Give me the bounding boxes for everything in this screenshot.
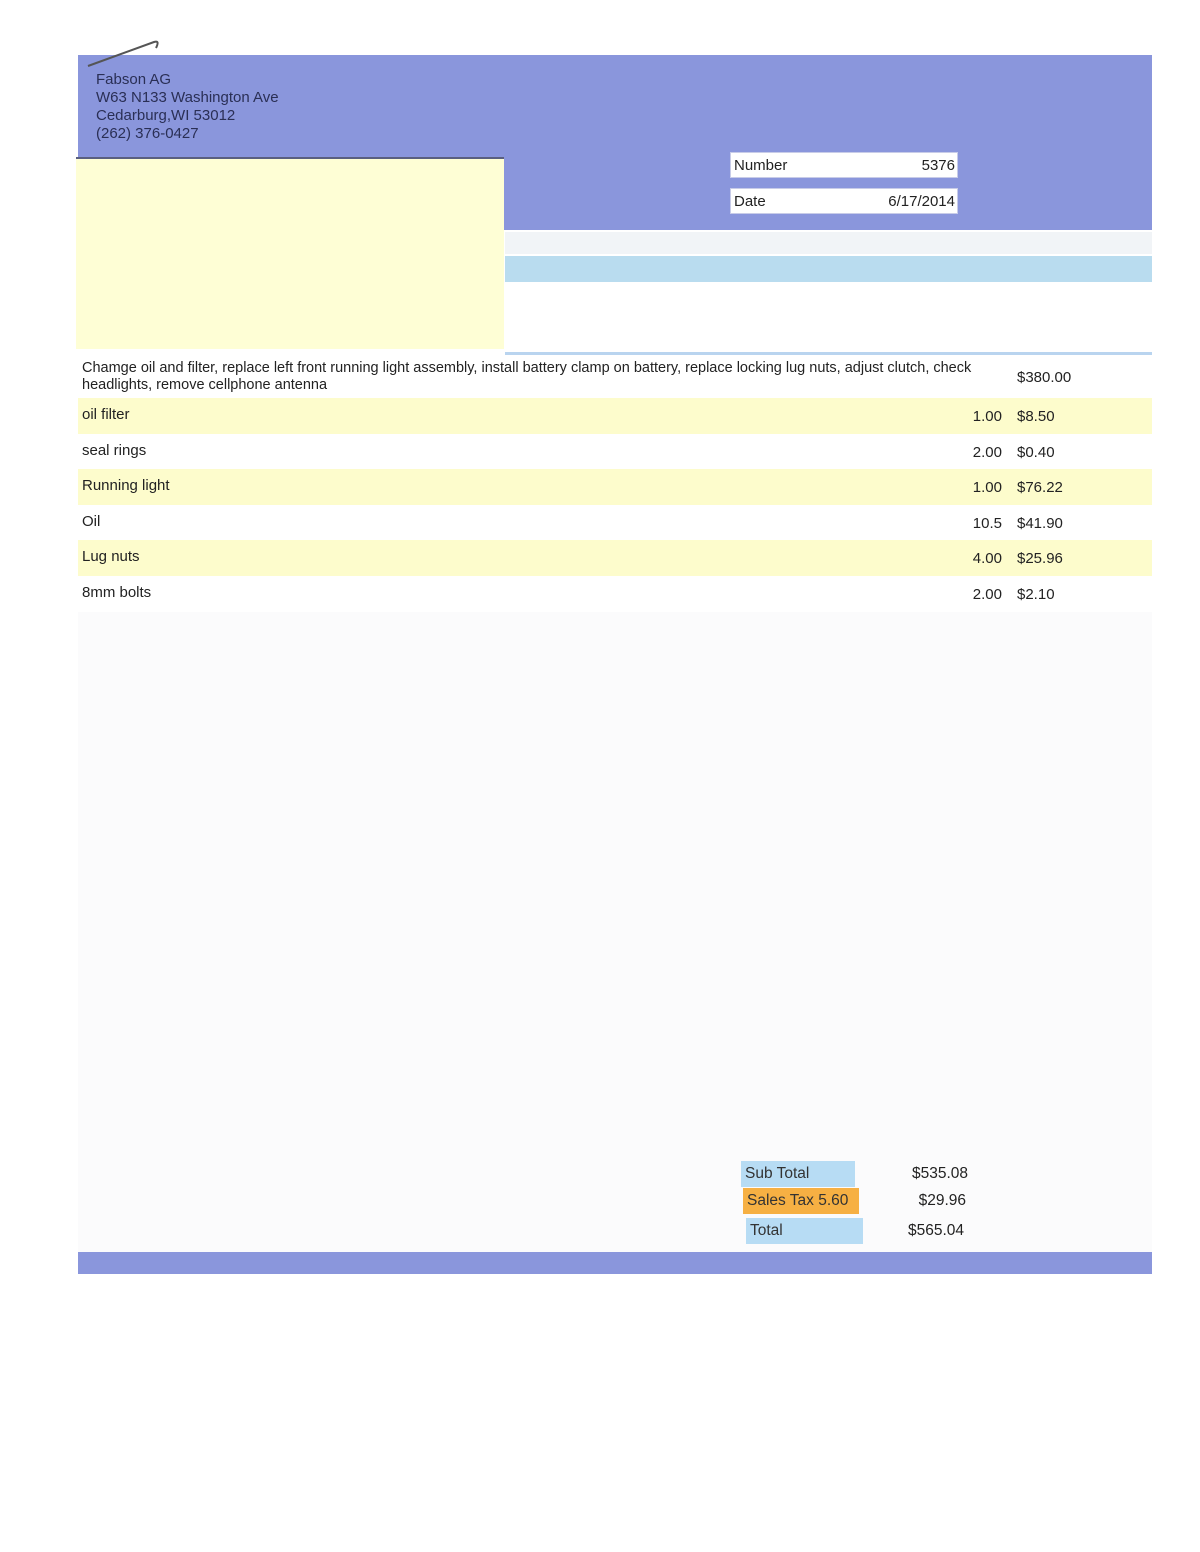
header-divider-blue <box>505 256 1152 282</box>
item-qty: 4.00 <box>972 550 1002 567</box>
invoice-date-field <box>730 188 958 214</box>
line-item <box>78 469 1152 505</box>
item-amount: $25.96 <box>1017 550 1063 567</box>
line-item <box>78 576 1152 612</box>
subtotal-value: $535.08 <box>911 1165 968 1182</box>
item-description: seal rings <box>82 441 147 459</box>
recipient-box <box>76 157 504 349</box>
invoice-date-value: 6/17/2014 <box>888 192 955 210</box>
line-item <box>78 398 1152 434</box>
company-name: Fabson AG <box>96 71 172 88</box>
line-item <box>78 434 1152 470</box>
invoice-number-field <box>730 152 958 178</box>
line-items <box>78 356 1152 611</box>
items-body-area <box>78 612 1152 1252</box>
invoice-number-value: 5376 <box>921 156 955 174</box>
item-amount: $8.50 <box>1017 408 1055 425</box>
line-item <box>78 356 1152 398</box>
items-top-rule <box>505 352 1152 355</box>
item-qty: 2.00 <box>972 585 1002 603</box>
line-item <box>78 540 1152 576</box>
item-amount: $76.22 <box>1017 479 1063 496</box>
header-divider-light <box>505 232 1152 254</box>
total-label: Total <box>746 1218 863 1244</box>
sales-tax-value: $29.96 <box>918 1192 966 1209</box>
total-value: $565.04 <box>907 1222 964 1239</box>
item-qty: 1.00 <box>972 479 1002 496</box>
staple-icon <box>84 36 164 70</box>
item-amount: $0.40 <box>1017 443 1055 461</box>
invoice-number-label: Number <box>734 156 788 174</box>
invoice-date-label: Date <box>734 192 766 210</box>
item-amount: $380.00 <box>1017 369 1072 386</box>
item-description: 8mm bolts <box>82 583 152 601</box>
item-qty: 2.00 <box>972 443 1002 461</box>
item-amount: $2.10 <box>1017 585 1055 603</box>
company-block <box>96 71 279 143</box>
item-description: oil filter <box>82 406 130 423</box>
line-item <box>78 505 1152 541</box>
item-description: Running light <box>82 477 170 494</box>
item-qty: 10.5 <box>972 514 1002 532</box>
footer-band <box>78 1252 1152 1274</box>
subtotal-label: Sub Total <box>741 1161 855 1187</box>
item-description: Lug nuts <box>82 548 140 565</box>
item-description: Oil <box>82 512 101 530</box>
sales-tax-label: Sales Tax 5.60 <box>743 1188 859 1214</box>
item-description: Chamge oil and filter, replace left front running light assembly, install battery clamp on battery, replace locking lug nuts, adjust clutch, check headlights, remove cellphone antenna <box>82 360 972 393</box>
company-phone: (262) 376-0427 <box>96 125 199 142</box>
company-address-line1: W63 N133 Washington Ave <box>96 89 279 106</box>
item-amount: $41.90 <box>1017 514 1063 532</box>
company-address-line2: Cedarburg,WI 53012 <box>96 107 236 124</box>
item-qty: 1.00 <box>972 408 1002 425</box>
